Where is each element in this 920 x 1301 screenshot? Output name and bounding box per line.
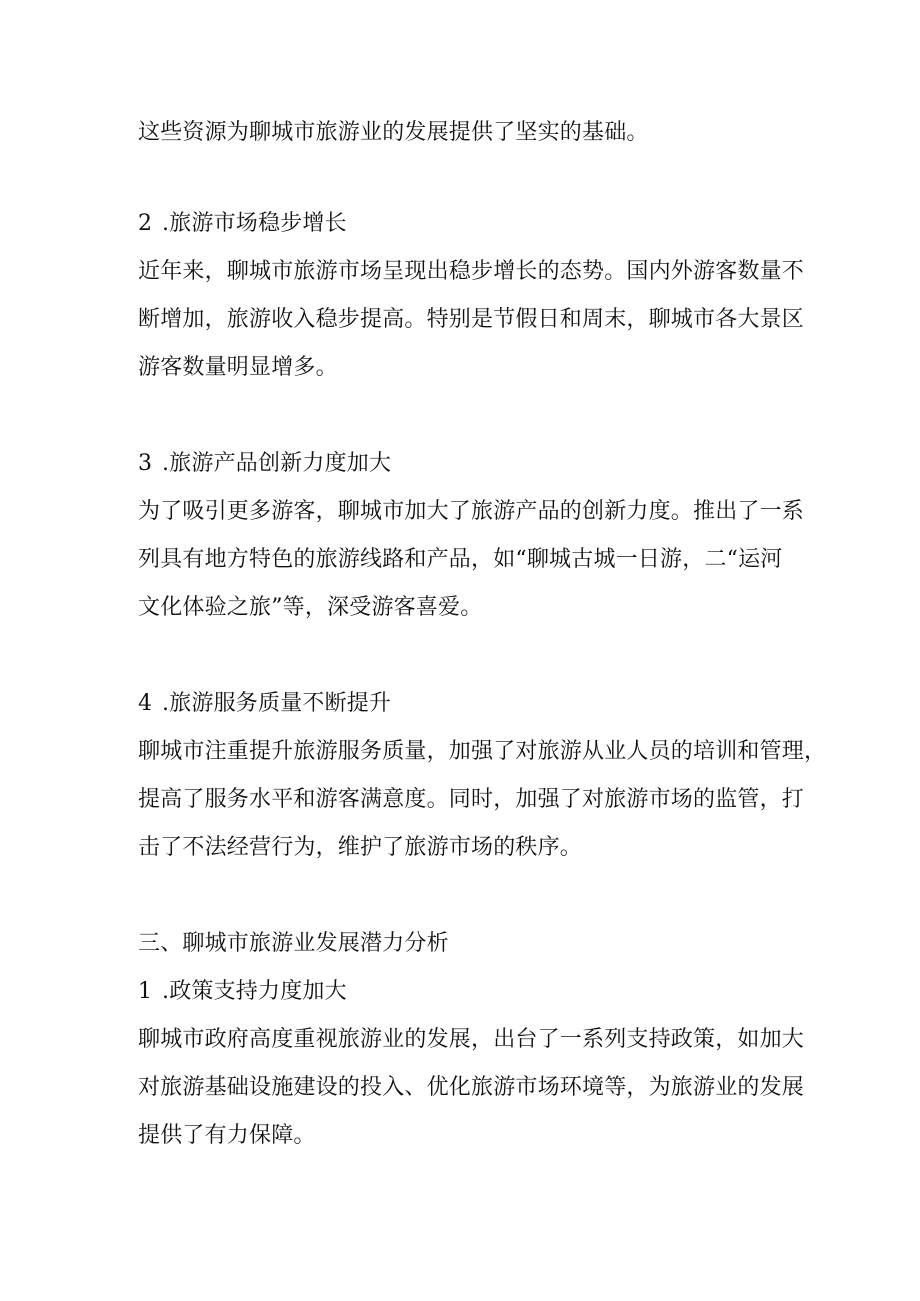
section-number: 3 (138, 451, 153, 476)
section-heading-2 (138, 209, 788, 239)
section-heading-3 (138, 449, 788, 479)
section-title: .旅游产品创新力度加大 (162, 451, 392, 476)
section-number: 2 (138, 211, 153, 236)
paragraph-line: 聊城市政府高度重视旅游业的发展，出台了一系列支持政策，如加大 (138, 1027, 805, 1052)
paragraph-line: 游客数量明显增多。 (138, 355, 338, 380)
paragraph-line: 断增加，旅游收入稳步提高。特别是节假日和周末，聊城市各大景区 (138, 307, 805, 332)
section-heading-4 (138, 689, 788, 719)
paragraph-line: 对旅游基础设施建设的投入、优化旅游市场环境等，为旅游业的发展 (138, 1075, 805, 1100)
paragraph-line: 列具有地方特色的旅游线路和产品，如“聊城古城一日游，二“运河 (138, 547, 783, 572)
section-title: .旅游市场稳步增长 (162, 211, 347, 236)
paragraph-line: 文化体验之旅”等，深受游客喜爱。 (138, 595, 483, 620)
section-title: .旅游服务质量不断提升 (162, 691, 392, 716)
paragraph-line: 提供了有力保障。 (138, 1123, 316, 1148)
paragraph-line: 为了吸引更多游客，聊城市加大了旅游产品的创新力度。推出了一系 (138, 499, 805, 524)
paragraph-line: 聊城市注重提升旅游服务质量，加强了对旅游从业人员的培训和管理， (138, 739, 827, 764)
paragraph-line: 这些资源为聊城市旅游业的发展提供了坚实的基础。 (138, 120, 649, 145)
section-title: .政策支持力度加大 (162, 979, 347, 1004)
part-heading: 三、聊城市旅游业发展潜力分析 (138, 931, 449, 956)
section-number: 4 (138, 691, 153, 716)
paragraph-line: 近年来，聊城市旅游市场呈现出稳步增长的态势。国内外游客数量不 (138, 259, 805, 284)
paragraph-line: 提高了服务水平和游客满意度。同时，加强了对旅游市场的监管，打 (138, 787, 805, 812)
paragraph-line: 击了不法经营行为，维护了旅游市场的秩序。 (138, 835, 583, 860)
section-heading-1 (138, 977, 788, 1007)
section-number: 1 (138, 979, 153, 1004)
